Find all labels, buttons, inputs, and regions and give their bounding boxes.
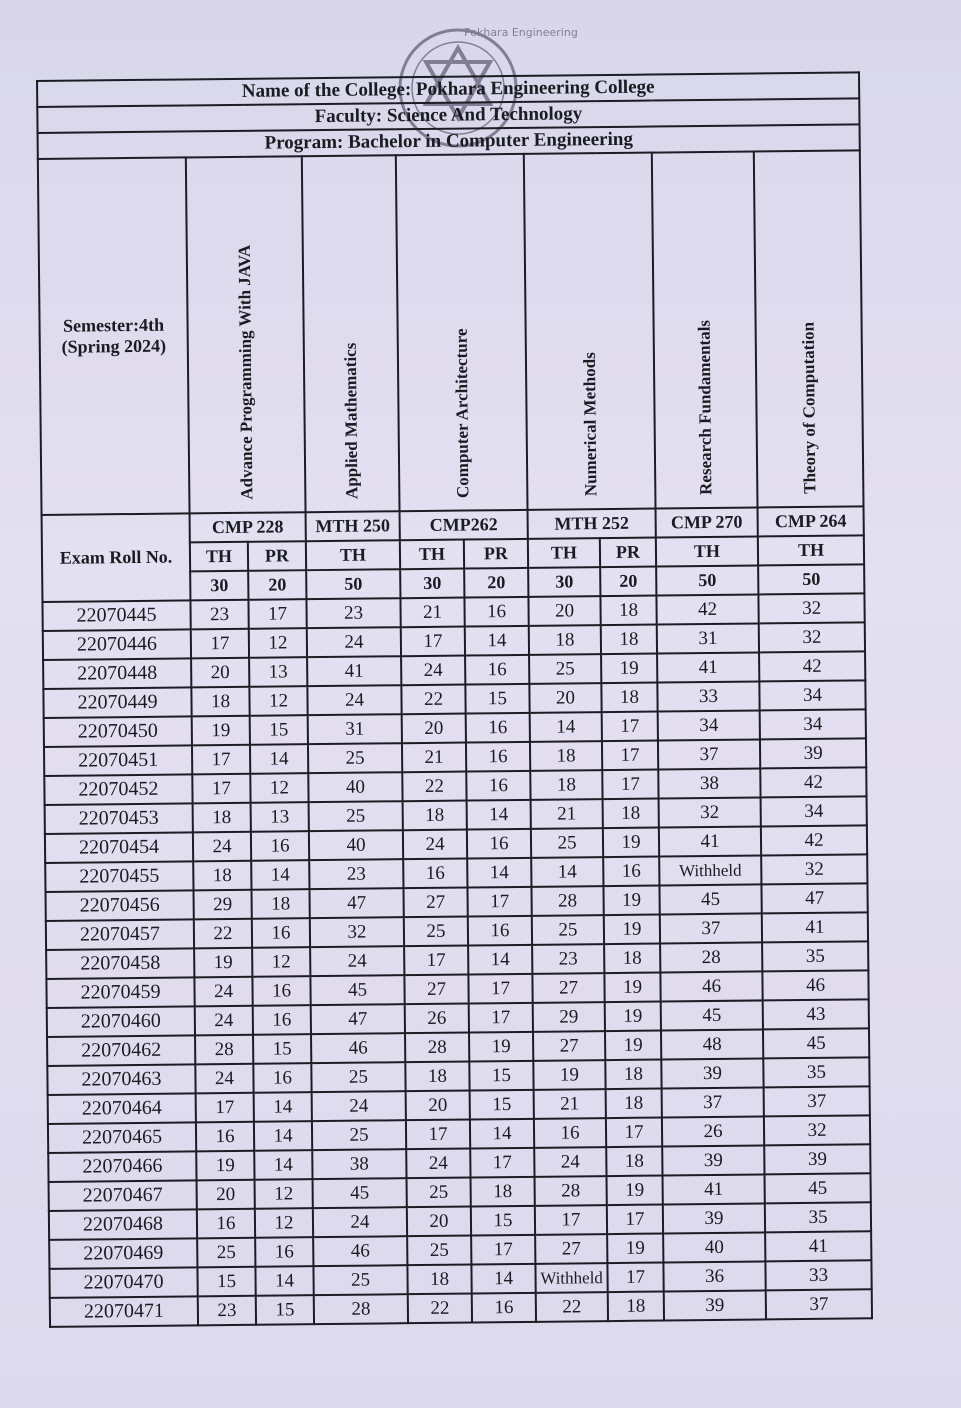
- mark-cell: 14: [471, 1264, 535, 1294]
- subject-name: Advance Programming With JAVA: [234, 244, 257, 500]
- mark-cell: 28: [531, 886, 603, 916]
- max-marks: 30: [190, 571, 248, 601]
- mark-cell: 19: [194, 948, 252, 978]
- mark-cell: 12: [252, 947, 310, 977]
- mark-cell: 28: [535, 1176, 607, 1206]
- subject-name: Applied Mathematics: [340, 342, 362, 499]
- mark-cell: 18: [604, 944, 660, 974]
- mark-cell: 12: [249, 686, 307, 716]
- subject-name: Computer Architecture: [451, 327, 473, 498]
- mark-cell: 25: [407, 1178, 471, 1208]
- mark-cell: 36: [663, 1261, 765, 1291]
- mark-cell: 39: [760, 738, 866, 768]
- mark-cell: 24: [195, 1006, 253, 1036]
- mark-type: TH: [190, 542, 248, 572]
- mark-cell: 14: [250, 744, 308, 774]
- seal-text: Pokhara Engineering: [464, 26, 578, 39]
- subject-header-mth250: [302, 155, 400, 512]
- mark-cell: 41: [765, 1231, 871, 1261]
- mark-cell: 16: [466, 713, 530, 743]
- mark-type: TH: [758, 535, 864, 565]
- mark-cell: 18: [193, 861, 251, 891]
- mark-cell: 41: [659, 826, 761, 856]
- mark-cell: 13: [251, 802, 309, 832]
- mark-cell: 34: [761, 796, 867, 826]
- max-marks: 50: [306, 569, 400, 599]
- mark-cell: 22: [401, 685, 465, 715]
- mark-cell: 18: [193, 803, 251, 833]
- mark-cell: 16: [464, 597, 528, 627]
- mark-cell: 17: [469, 1003, 533, 1033]
- mark-cell: 22: [402, 772, 466, 802]
- max-marks: 50: [758, 564, 864, 594]
- mark-cell: 38: [312, 1149, 406, 1179]
- mark-cell: 18: [601, 683, 657, 713]
- mark-cell: 16: [251, 831, 309, 861]
- mark-cell: 24: [401, 656, 465, 686]
- mark-cell: 16: [466, 771, 530, 801]
- exam-roll-number: 22070467: [49, 1180, 197, 1211]
- mark-cell: 46: [313, 1236, 407, 1266]
- mark-cell: 14: [467, 800, 531, 830]
- mark-cell: 31: [657, 623, 759, 653]
- exam-roll-number: 22070468: [49, 1209, 197, 1240]
- mark-cell: 24: [195, 1064, 253, 1094]
- exam-roll-number: 22070453: [45, 803, 193, 834]
- mark-cell: 17: [192, 774, 250, 804]
- mark-cell: 32: [761, 854, 867, 884]
- exam-roll-number: 22070462: [47, 1035, 195, 1066]
- mark-cell: 18: [529, 625, 601, 655]
- mark-cell: 41: [663, 1174, 765, 1204]
- mark-cell: 22: [408, 1294, 472, 1324]
- mark-cell: Withheld: [535, 1263, 607, 1293]
- mark-cell: 45: [313, 1178, 407, 1208]
- exam-roll-number: 22070449: [43, 687, 191, 718]
- exam-roll-number: 22070450: [44, 716, 192, 747]
- mark-cell: 24: [403, 830, 467, 860]
- exam-roll-number: 22070448: [43, 658, 191, 689]
- mark-type: TH: [528, 538, 600, 568]
- mark-cell: 17: [248, 599, 306, 629]
- mark-cell: 45: [763, 1028, 869, 1058]
- mark-cell: 24: [313, 1207, 407, 1237]
- mark-cell: 26: [662, 1116, 764, 1146]
- mark-cell: 20: [197, 1180, 255, 1210]
- mark-cell: 18: [603, 799, 659, 829]
- session-label: (Spring 2024): [61, 335, 167, 357]
- exam-roll-number: 22070463: [47, 1064, 195, 1095]
- mark-cell: 20: [528, 596, 600, 626]
- mark-cell: 17: [404, 946, 468, 976]
- mark-cell: 16: [255, 1237, 313, 1267]
- mark-cell: 19: [533, 1060, 605, 1090]
- mark-cell: 22: [536, 1292, 608, 1322]
- exam-roll-number: 22070457: [46, 919, 194, 950]
- mark-cell: 45: [310, 975, 404, 1005]
- mark-cell: 47: [311, 1004, 405, 1034]
- mark-cell: 19: [607, 1175, 663, 1205]
- exam-roll-number: 22070459: [46, 977, 194, 1008]
- mark-cell: 13: [249, 657, 307, 687]
- mark-cell: 15: [197, 1267, 255, 1297]
- mark-cell: 32: [759, 622, 865, 652]
- mark-cell: 14: [465, 626, 529, 656]
- result-table: [36, 71, 873, 1328]
- mark-type: PR: [600, 538, 656, 568]
- mark-cell: 24: [307, 685, 401, 715]
- mark-cell: 33: [765, 1260, 871, 1290]
- mark-cell: 21: [531, 799, 603, 829]
- mark-cell: 37: [764, 1086, 870, 1116]
- mark-cell: 16: [468, 916, 532, 946]
- subject-header-cmp270: [652, 151, 758, 508]
- mark-cell: 32: [758, 593, 864, 623]
- mark-cell: 41: [307, 656, 401, 686]
- mark-cell: 41: [762, 912, 868, 942]
- mark-cell: 17: [191, 629, 249, 659]
- mark-cell: 15: [470, 1090, 534, 1120]
- mark-cell: 21: [400, 598, 464, 628]
- mark-cell: 40: [308, 772, 402, 802]
- subject-name: Theory of Computation: [798, 321, 820, 495]
- mark-cell: 14: [467, 858, 531, 888]
- subject-name: Numerical Methods: [579, 352, 601, 497]
- mark-cell: 19: [603, 886, 659, 916]
- exam-roll-header: Exam Roll No.: [42, 513, 191, 602]
- mark-cell: 19: [605, 1031, 661, 1061]
- mark-cell: 16: [467, 829, 531, 859]
- mark-type: PR: [248, 541, 306, 571]
- exam-roll-number: 22070464: [48, 1093, 196, 1124]
- exam-roll-number: 22070455: [45, 861, 193, 892]
- mark-cell: 20: [529, 683, 601, 713]
- program-name: Program: Bachelor in Computer Engineering: [38, 124, 860, 159]
- mark-cell: 39: [664, 1290, 766, 1320]
- mark-cell: 12: [250, 773, 308, 803]
- mark-cell: 17: [196, 1093, 254, 1123]
- result-sheet: [36, 71, 871, 1328]
- mark-cell: 17: [606, 1118, 662, 1148]
- mark-cell: 24: [194, 977, 252, 1007]
- mark-cell: 45: [765, 1173, 871, 1203]
- mark-cell: 23: [309, 859, 403, 889]
- mark-cell: 12: [255, 1179, 313, 1209]
- max-marks: 30: [528, 567, 600, 597]
- mark-cell: 18: [608, 1291, 664, 1321]
- exam-roll-number: 22070451: [44, 745, 192, 776]
- mark-cell: 39: [662, 1145, 764, 1175]
- exam-roll-number: 22070456: [46, 890, 194, 921]
- mark-cell: 16: [465, 655, 529, 685]
- mark-cell: 16: [534, 1118, 606, 1148]
- mark-cell: 39: [764, 1144, 870, 1174]
- mark-cell: 27: [533, 1031, 605, 1061]
- mark-cell: 34: [658, 710, 760, 740]
- mark-cell: 27: [404, 975, 468, 1005]
- mark-cell: 35: [762, 941, 868, 971]
- mark-cell: 27: [535, 1234, 607, 1264]
- mark-cell: 17: [602, 770, 658, 800]
- mark-cell: 32: [310, 917, 404, 947]
- mark-cell: 46: [762, 970, 868, 1000]
- mark-cell: 37: [766, 1289, 872, 1319]
- subject-code: CMP 264: [758, 506, 864, 536]
- mark-cell: 28: [405, 1033, 469, 1063]
- mark-cell: 19: [603, 828, 659, 858]
- mark-cell: 37: [658, 739, 760, 769]
- mark-cell: 16: [197, 1209, 255, 1239]
- mark-cell: 17: [607, 1262, 663, 1292]
- mark-cell: 35: [765, 1202, 871, 1232]
- mark-cell: 37: [660, 913, 762, 943]
- mark-cell: 18: [601, 625, 657, 655]
- mark-cell: 14: [470, 1119, 534, 1149]
- mark-cell: 32: [764, 1115, 870, 1145]
- mark-cell: 17: [401, 627, 465, 657]
- semester-label: Semester:4th: [62, 314, 165, 336]
- max-marks: 20: [600, 567, 656, 597]
- mark-cell: 14: [255, 1266, 313, 1296]
- mark-cell: 16: [472, 1293, 536, 1323]
- mark-cell: 17: [471, 1235, 535, 1265]
- mark-cell: 42: [656, 594, 758, 624]
- mark-cell: 19: [604, 973, 660, 1003]
- mark-cell: 15: [465, 684, 529, 714]
- mark-cell: 19: [192, 716, 250, 746]
- mark-cell: 27: [532, 973, 604, 1003]
- mark-cell: 17: [602, 741, 658, 771]
- exam-roll-number: 22070445: [42, 600, 190, 631]
- mark-cell: 47: [309, 888, 403, 918]
- mark-cell: 15: [253, 1034, 311, 1064]
- mark-cell: 17: [470, 1148, 534, 1178]
- mark-cell: 28: [195, 1035, 253, 1065]
- exam-roll-number: 22070454: [45, 832, 193, 863]
- mark-cell: 17: [192, 745, 250, 775]
- mark-cell: 14: [531, 857, 603, 887]
- mark-cell: 20: [406, 1091, 470, 1121]
- mark-cell: 15: [471, 1206, 535, 1236]
- mark-cell: 18: [606, 1147, 662, 1177]
- mark-cell: 18: [407, 1265, 471, 1295]
- mark-cell: 27: [403, 888, 467, 918]
- mark-cell: 26: [405, 1004, 469, 1034]
- mark-cell: 40: [309, 830, 403, 860]
- mark-cell: 18: [403, 801, 467, 831]
- mark-cell: 18: [191, 687, 249, 717]
- mark-cell: 16: [253, 1063, 311, 1093]
- mark-cell: 19: [469, 1032, 533, 1062]
- mark-cell: 18: [251, 889, 309, 919]
- mark-cell: 34: [760, 709, 866, 739]
- mark-cell: 23: [532, 944, 604, 974]
- mark-cell: 20: [407, 1207, 471, 1237]
- mark-cell: 12: [255, 1208, 313, 1238]
- mark-cell: 25: [404, 917, 468, 947]
- mark-cell: 21: [534, 1089, 606, 1119]
- mark-type: TH: [306, 540, 400, 570]
- mark-cell: 16: [466, 742, 530, 772]
- mark-cell: 16: [196, 1122, 254, 1152]
- mark-cell: 34: [759, 680, 865, 710]
- mark-cell: 23: [190, 600, 248, 630]
- mark-cell: 19: [605, 1002, 661, 1032]
- mark-cell: 14: [254, 1092, 312, 1122]
- exam-roll-number: 22070458: [46, 948, 194, 979]
- mark-cell: 24: [307, 627, 401, 657]
- mark-cell: 25: [308, 743, 402, 773]
- max-marks: 50: [656, 565, 758, 595]
- mark-cell: 24: [310, 946, 404, 976]
- exam-roll-number: 22070446: [43, 629, 191, 660]
- mark-cell: 40: [663, 1232, 765, 1262]
- mark-cell: 17: [468, 974, 532, 1004]
- exam-roll-number: 22070460: [47, 1006, 195, 1037]
- mark-cell: 14: [254, 1150, 312, 1180]
- mark-cell: 17: [607, 1204, 663, 1234]
- subject-header-cmp264: [754, 150, 864, 507]
- mark-cell: 28: [660, 942, 762, 972]
- mark-cell: 47: [761, 883, 867, 913]
- mark-cell: 23: [198, 1296, 256, 1326]
- mark-cell: 25: [197, 1238, 255, 1268]
- mark-cell: 32: [659, 797, 761, 827]
- mark-cell: 42: [760, 767, 866, 797]
- subject-header-mth252: [524, 153, 656, 510]
- mark-cell: 29: [533, 1002, 605, 1032]
- mark-cell: 46: [311, 1033, 405, 1063]
- mark-cell: 35: [763, 1057, 869, 1087]
- mark-cell: 45: [661, 1000, 763, 1030]
- mark-cell: 14: [251, 860, 309, 890]
- subject-header-cmp228: [186, 156, 306, 513]
- mark-cell: 17: [535, 1205, 607, 1235]
- mark-cell: 24: [193, 832, 251, 862]
- mark-cell: 19: [601, 654, 657, 684]
- mark-cell: 18: [600, 596, 656, 626]
- subject-code: MTH 252: [528, 509, 656, 539]
- mark-cell: 41: [657, 652, 759, 682]
- mark-cell: 17: [602, 712, 658, 742]
- exam-roll-number: 22070471: [50, 1296, 198, 1327]
- mark-cell: 39: [663, 1203, 765, 1233]
- mark-cell: 19: [196, 1151, 254, 1181]
- max-marks: 20: [464, 568, 528, 598]
- mark-cell: 22: [194, 919, 252, 949]
- college-name: Name of the College: Pokhara Engineering College: [37, 72, 859, 107]
- mark-cell: 15: [250, 715, 308, 745]
- mark-cell: 42: [761, 825, 867, 855]
- mark-cell: 43: [763, 999, 869, 1029]
- mark-type: TH: [656, 536, 758, 566]
- mark-cell: 18: [530, 770, 602, 800]
- mark-cell: Withheld: [659, 855, 761, 885]
- mark-cell: 25: [312, 1120, 406, 1150]
- subject-code: CMP262: [400, 510, 528, 540]
- subject-code: MTH 250: [306, 511, 400, 541]
- mark-cell: 25: [309, 801, 403, 831]
- exam-roll-number: 22070466: [48, 1151, 196, 1182]
- mark-cell: 25: [532, 915, 604, 945]
- mark-cell: 25: [313, 1265, 407, 1295]
- mark-cell: 18: [606, 1089, 662, 1119]
- mark-cell: 14: [468, 945, 532, 975]
- mark-cell: 20: [191, 658, 249, 688]
- exam-roll-number: 22070452: [44, 774, 192, 805]
- exam-roll-number: 22070465: [48, 1122, 196, 1153]
- faculty-name: Faculty: Science And Technology: [37, 98, 859, 133]
- mark-cell: 16: [252, 976, 310, 1006]
- mark-cell: 45: [659, 884, 761, 914]
- mark-cell: 15: [469, 1061, 533, 1091]
- mark-cell: 24: [406, 1149, 470, 1179]
- mark-cell: 16: [603, 857, 659, 887]
- mark-cell: 28: [314, 1294, 408, 1324]
- mark-cell: 37: [662, 1087, 764, 1117]
- subject-header-cmp262: [396, 154, 528, 511]
- mark-type: PR: [464, 539, 528, 569]
- mark-cell: 46: [660, 971, 762, 1001]
- mark-cell: 25: [531, 828, 603, 858]
- mark-cell: 20: [402, 714, 466, 744]
- max-marks: 30: [400, 569, 464, 599]
- exam-roll-number: 22070470: [49, 1267, 197, 1298]
- mark-cell: 12: [249, 628, 307, 658]
- mark-cell: 23: [306, 598, 400, 628]
- mark-cell: 18: [405, 1062, 469, 1092]
- mark-cell: 18: [605, 1060, 661, 1090]
- mark-cell: 14: [530, 712, 602, 742]
- mark-cell: 18: [530, 741, 602, 771]
- mark-cell: 42: [759, 651, 865, 681]
- mark-cell: 29: [193, 890, 251, 920]
- max-marks: 20: [248, 570, 306, 600]
- mark-cell: 33: [657, 681, 759, 711]
- subject-code: CMP 228: [190, 512, 306, 542]
- mark-cell: 21: [402, 743, 466, 773]
- mark-cell: 25: [407, 1236, 471, 1266]
- subject-code: CMP 270: [656, 507, 758, 537]
- mark-type: TH: [400, 540, 464, 570]
- subject-name: Research Fundamentals: [694, 320, 716, 496]
- mark-cell: 17: [467, 887, 531, 917]
- mark-cell: 14: [254, 1121, 312, 1151]
- semester-cell: [38, 157, 190, 515]
- mark-cell: 17: [406, 1120, 470, 1150]
- mark-cell: 18: [471, 1177, 535, 1207]
- mark-cell: 15: [256, 1295, 314, 1325]
- mark-cell: 16: [403, 859, 467, 889]
- mark-cell: 24: [312, 1091, 406, 1121]
- mark-cell: 16: [253, 1005, 311, 1035]
- mark-cell: 19: [604, 915, 660, 945]
- mark-cell: 31: [308, 714, 402, 744]
- mark-cell: 38: [658, 768, 760, 798]
- mark-cell: 24: [534, 1147, 606, 1177]
- mark-cell: 25: [311, 1062, 405, 1092]
- mark-cell: 16: [252, 918, 310, 948]
- mark-cell: 25: [529, 654, 601, 684]
- mark-cell: 48: [661, 1029, 763, 1059]
- mark-cell: 19: [607, 1233, 663, 1263]
- exam-roll-number: 22070469: [49, 1238, 197, 1269]
- mark-cell: 39: [661, 1058, 763, 1088]
